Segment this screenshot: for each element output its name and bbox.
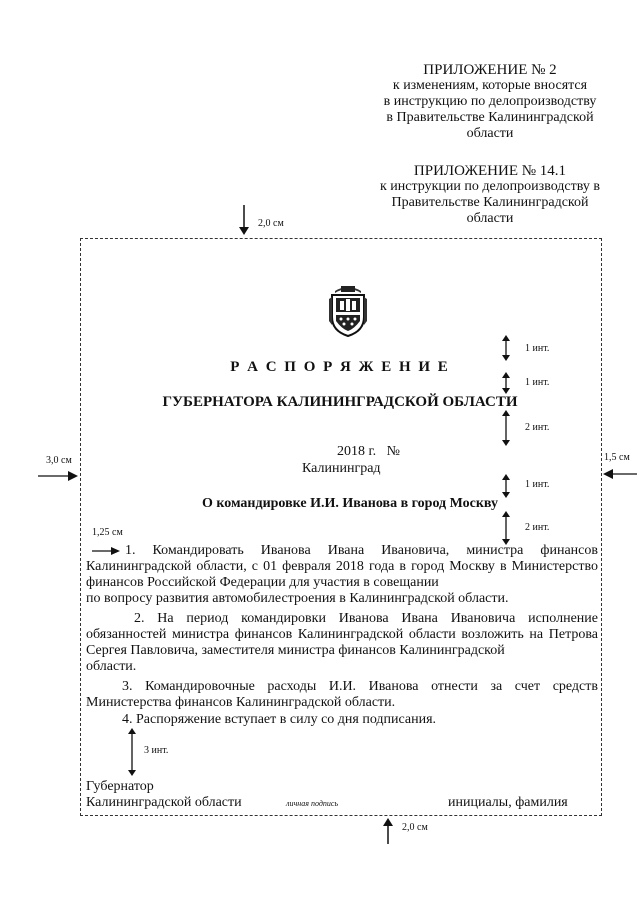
appendix-line: в Правительстве Калининградской (386, 110, 594, 125)
appendix-title: ПРИЛОЖЕНИЕ № 2 (423, 62, 557, 78)
left-margin-arrow (38, 470, 78, 482)
coat-of-arms-icon (327, 285, 369, 337)
appendix-title: ПРИЛОЖЕНИЕ № 14.1 (413, 163, 567, 179)
document-date-number: 2018 г. № (337, 444, 401, 459)
top-margin-arrow (238, 205, 250, 235)
bottom-margin-label: 2,0 см (402, 822, 428, 833)
appendix-line: к инструкции по делопроизводству в (379, 179, 601, 194)
spacing-arrow-icon (500, 335, 512, 361)
spacing-label: 1 инт. (525, 377, 550, 388)
spacing-arrow-icon (500, 474, 512, 498)
spacing-arrow-icon (500, 511, 512, 545)
appendix-line: в инструкцию по делопроизводству (383, 94, 597, 109)
appendix-header-2 (340, 62, 640, 142)
spacing-label: 3 инт. (144, 745, 169, 756)
spacing-label: 1 инт. (525, 479, 550, 490)
document-type: Р А С П О Р Я Ж Е Н И Е (230, 359, 450, 375)
appendix-line: к изменениям, которые вносятся (392, 78, 588, 93)
paragraph-3-first-line: 3. Командировочные расходы И.И. Иванова отнести за счет средств (122, 679, 598, 694)
appendix-line: области (466, 211, 514, 226)
spacing-arrow-icon (126, 728, 138, 776)
paragraph-3-last-line: Министерства финансов Калининградской области. (86, 695, 396, 710)
appendix-line: области (466, 126, 514, 141)
left-margin-label: 3,0 см (46, 455, 72, 466)
paragraph-1-last-line: по вопросу развития автомобилестроения в Калининградской области. (86, 591, 509, 606)
paragraph-1-body: Калининградской области, с 01 февраля 2018 года в город Москву в Министерство финансов Российской Федерации для участия в совещании (86, 559, 598, 590)
right-margin-label: 1,5 см (604, 452, 630, 463)
spacing-arrow-icon (500, 410, 512, 446)
signature-placeholder: личная подпись (286, 799, 339, 808)
document-city: Калининград (302, 461, 381, 476)
paragraph-4: 4. Распоряжение вступает в силу со дня подписания. (122, 712, 437, 727)
spacing-label: 2 инт. (525, 522, 550, 533)
paragraph-2-last-line: области. (86, 659, 137, 674)
top-margin-label: 2,0 см (258, 218, 284, 229)
spacing-label: 1 инт. (525, 343, 550, 354)
indent-label: 1,25 см (92, 527, 123, 538)
indent-arrow-icon (92, 546, 120, 556)
document-subject: О командировке И.И. Иванова в город Москву (201, 496, 499, 511)
paragraph-2-body: 2. На период командировки Иванова Ивана Ивановича исполнение обязанностей министра финансов Калининградской области возложить на Петрова Сергея Павловича, заместителя министра финансов Калининградской (86, 611, 598, 658)
appendix-line: Правительстве Калининградской (391, 195, 589, 210)
signer-initials: инициалы, фамилия (448, 795, 568, 810)
paragraph-1-first-line: 1. Командировать Иванова Ивана Ивановича, министра финансов (125, 543, 598, 558)
bottom-margin-arrow (382, 818, 394, 844)
appendix-header-14-1 (340, 163, 640, 227)
signer-title-line1: Губернатор (86, 779, 154, 794)
document-issuer: ГУБЕРНАТОРА КАЛИНИНГРАДСКОЙ ОБЛАСТИ (162, 394, 518, 410)
spacing-label: 2 инт. (525, 422, 550, 433)
spacing-arrow-icon (500, 372, 512, 394)
signer-title-line2: Калининградской области (86, 795, 242, 810)
right-margin-arrow (603, 468, 637, 480)
